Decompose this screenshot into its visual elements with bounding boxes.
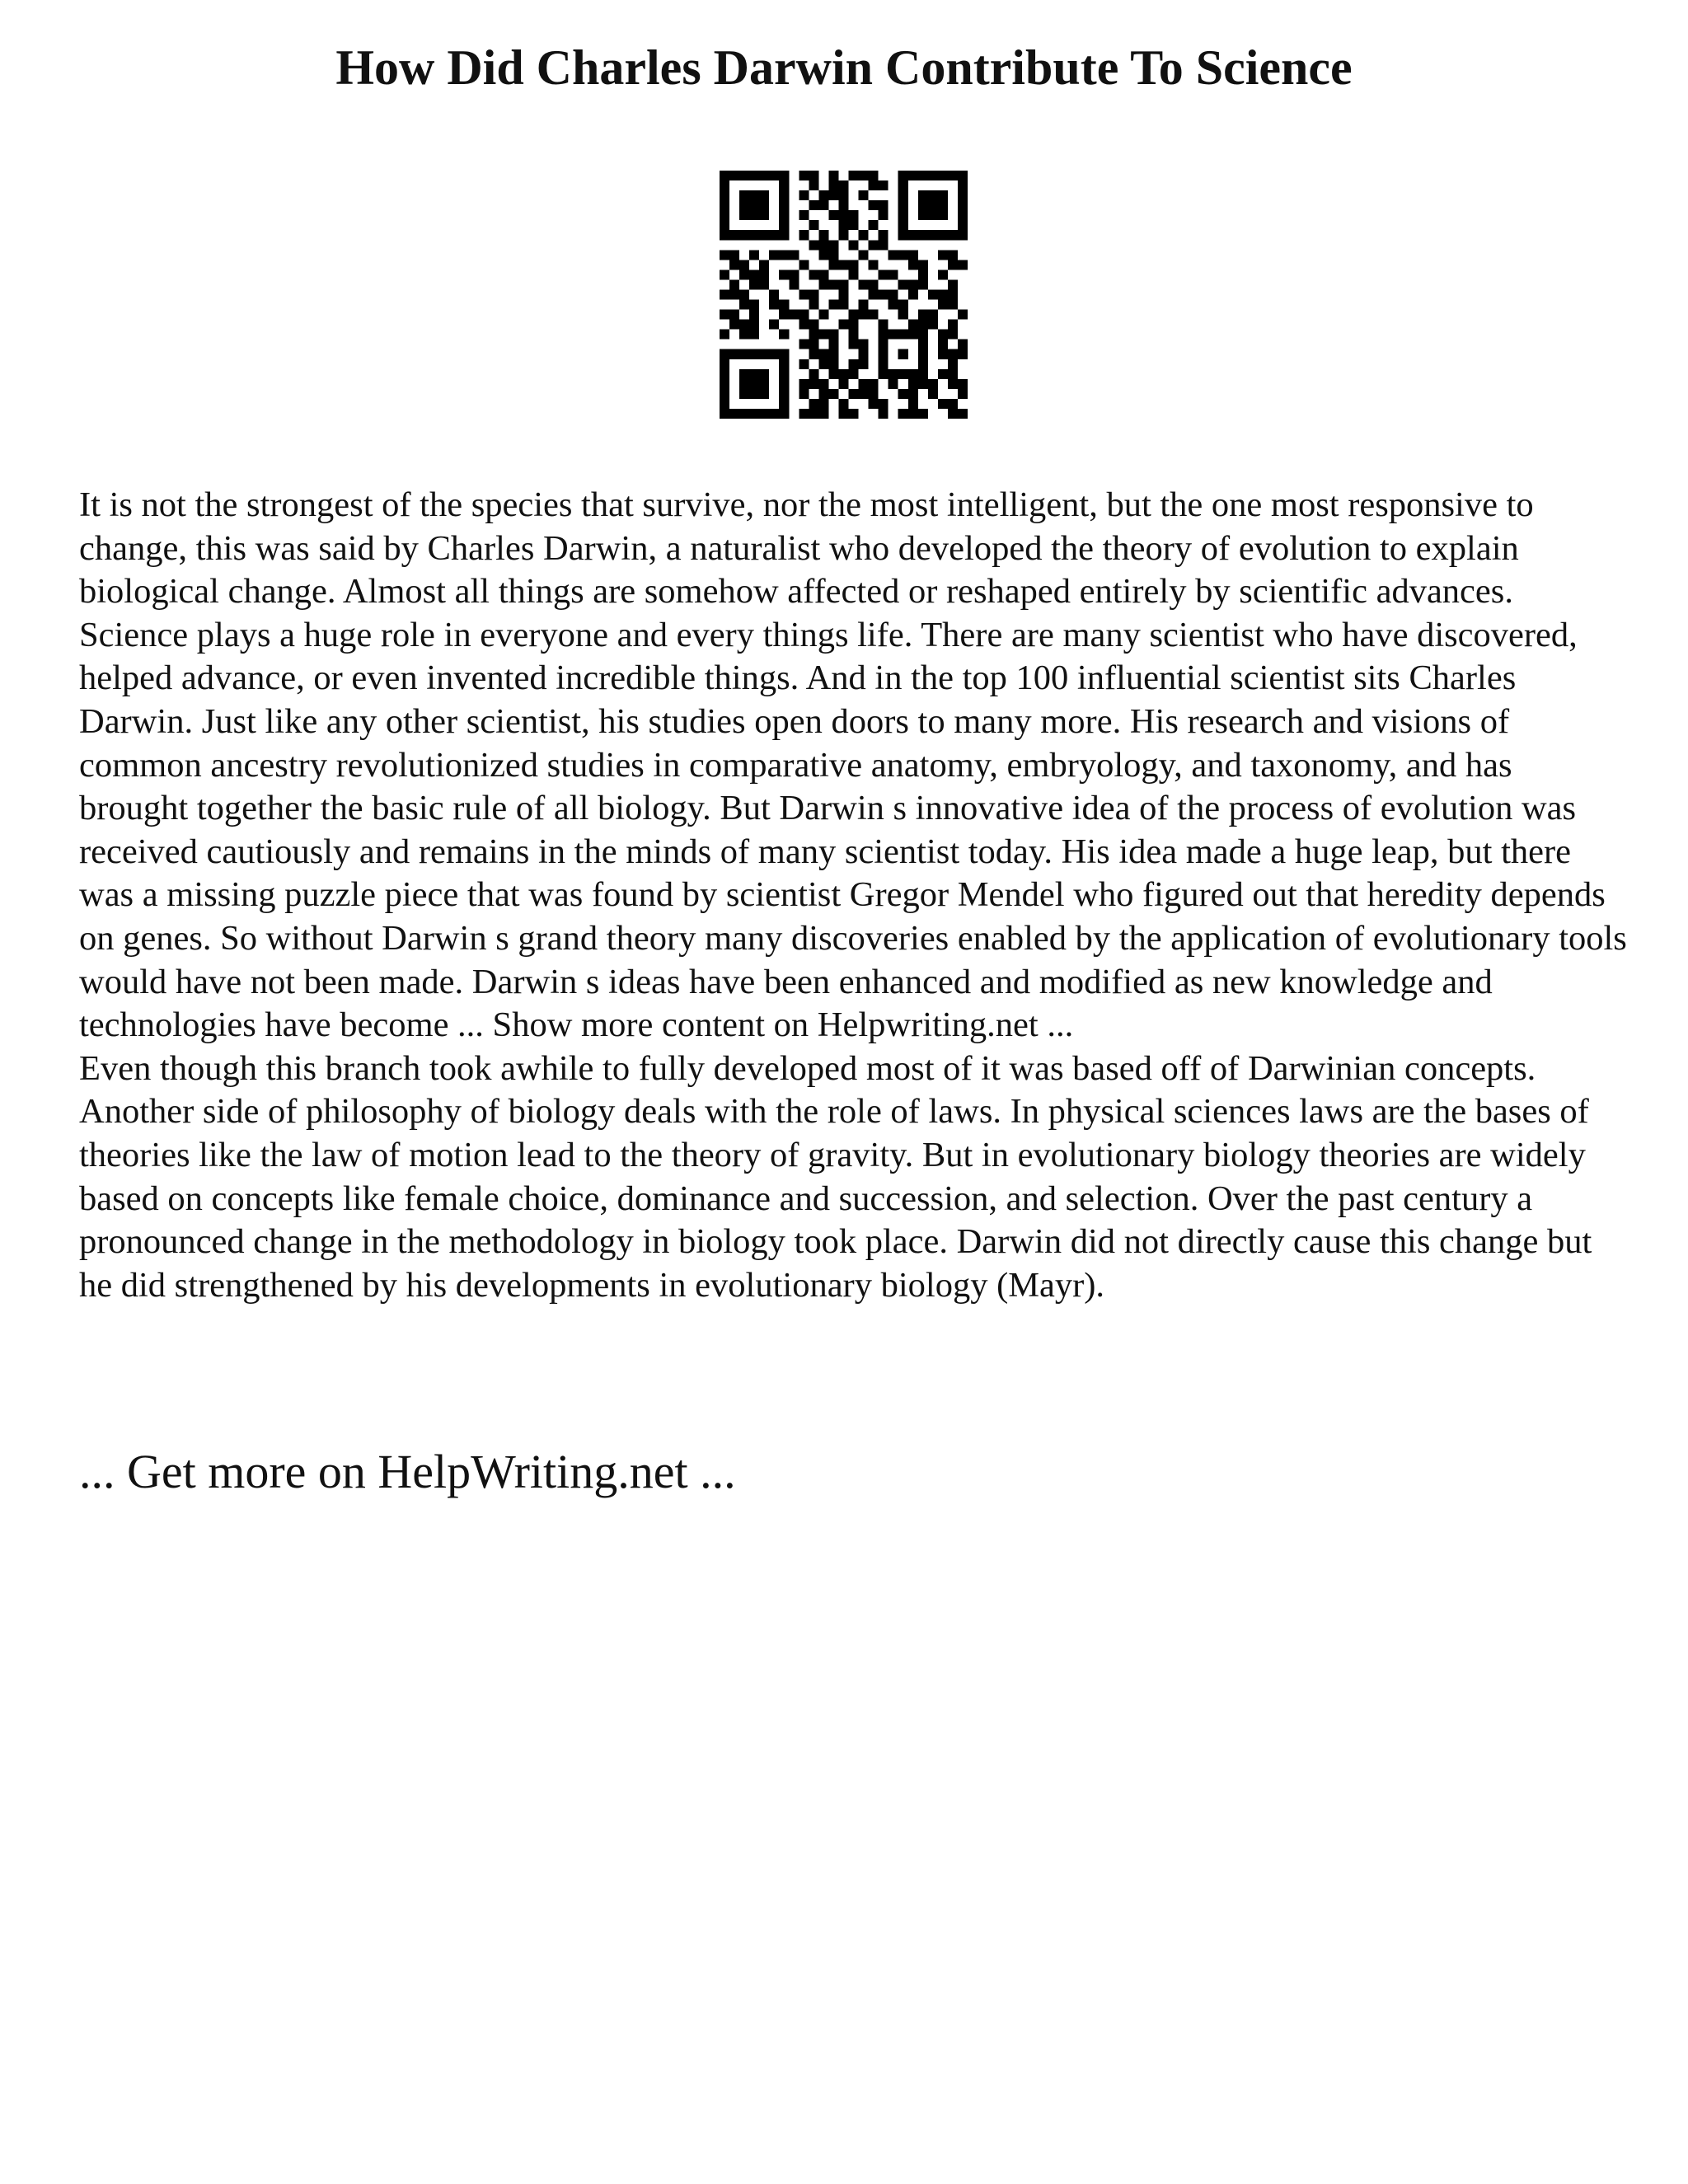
paragraph: Even though this branch took awhile to fully developed most of it was based off of Darwinian concepts. Another side of philosophy of biology deals with the role of laws. In physical sciences laws are the bases of theories like the law of motion lead to the theory of gravity. But in evolutionary biology theories are widely based on concepts like female choice, dominance and succession, and selection. Over the past century a pronounced change in the methodology in biology took place. Darwin did not directly cause this change but he did strengthened by his developments in evolutionary biology (Mayr). xyxy=(79,1048,1592,1305)
article-body xyxy=(79,484,1629,1307)
paragraph: It is not the strongest of the species that survive, nor the most intelligent, but the one most responsive to change, this was said by Charles Darwin, a naturalist who developed the theory of evolution to explain biological change. Almost all things are somehow affected or reshaped entirely by scientific advances. Science plays a huge role in everyone and every things life. There are many scientist who have discovered, helped advance, or even invented incredible things. And in the top 100 influential scientist sits Charles Darwin. Just like any other scientist, his studies open doors to many more. His research and visions of common ancestry revolutionized studies in comparative anatomy, embryology, and taxonomy, and has brought together the basic rule of all biology. But Darwin s innovative idea of the process of evolution was received cautiously and remains in the minds of many scientist today. His idea made a huge leap, but there was a missing puzzle piece that was found by scientist Gregor Mendel who figured out that heredity depends on genes. So without Darwin s grand theory many discoveries enabled by the application of evolutionary tools would have not been made. Darwin s ideas have been enhanced and modified as new knowledge and technologies have become ... Show more content on Helpwriting.net ... xyxy=(79,485,1627,1045)
get-more-link[interactable]: ... Get more on HelpWriting.net ... xyxy=(79,1445,736,1498)
qr-code-icon xyxy=(720,171,968,419)
qr-code-graphic xyxy=(720,171,968,419)
page-title: How Did Charles Darwin Contribute To Science xyxy=(335,40,1353,95)
